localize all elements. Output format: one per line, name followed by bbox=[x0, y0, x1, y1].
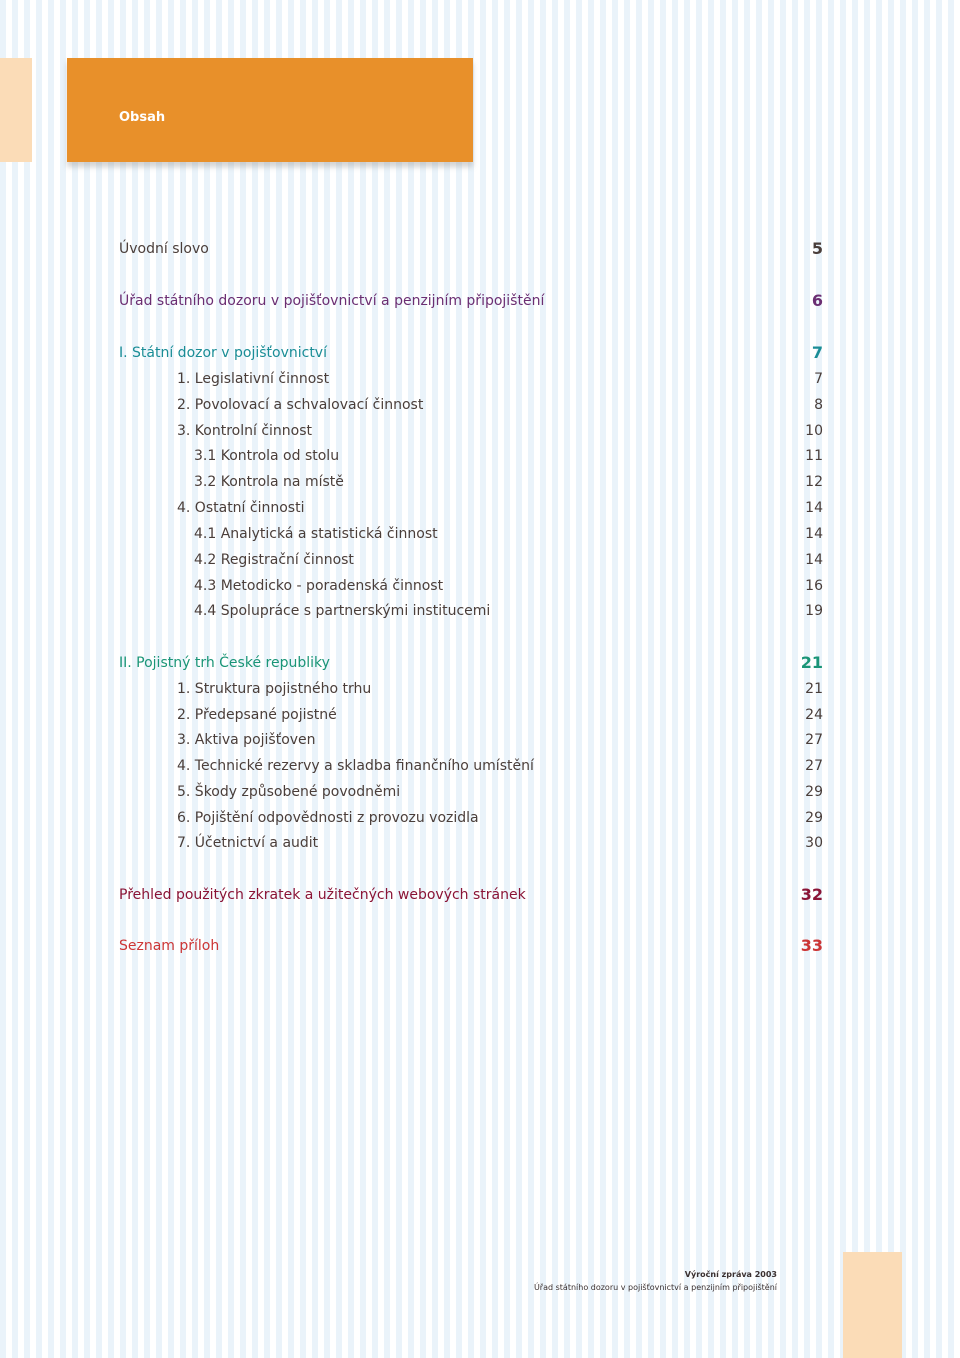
toc-subentry[interactable] bbox=[177, 678, 823, 700]
toc-label: Úvodní slovo bbox=[119, 241, 209, 257]
toc-label: 2. Předepsané pojistné bbox=[177, 707, 337, 723]
toc-subentry[interactable] bbox=[194, 549, 823, 571]
page-footer bbox=[534, 1268, 777, 1294]
toc-entry-section-2[interactable] bbox=[119, 652, 823, 674]
toc-subentry[interactable] bbox=[177, 729, 823, 751]
toc-subentry[interactable] bbox=[177, 420, 823, 442]
toc-entry-office[interactable] bbox=[119, 290, 823, 312]
toc-page-number: 27 bbox=[805, 732, 823, 748]
toc-label: I. Státní dozor v pojišťovnictví bbox=[119, 345, 327, 361]
toc-page-number: 7 bbox=[811, 343, 823, 362]
toc-label: 4.3 Metodicko - poradenská činnost bbox=[194, 578, 444, 594]
toc-page-number: 21 bbox=[805, 681, 823, 697]
toc-subentry[interactable] bbox=[177, 807, 823, 829]
toc-subentry[interactable] bbox=[177, 368, 823, 390]
toc-subentry[interactable] bbox=[194, 600, 823, 622]
toc-page-number: 30 bbox=[805, 835, 823, 851]
toc-label: 4. Ostatní činnosti bbox=[177, 500, 305, 516]
toc-subentry[interactable] bbox=[177, 755, 823, 777]
toc-label: 3.1 Kontrola od stolu bbox=[194, 448, 340, 464]
toc-label: 3.2 Kontrola na místě bbox=[194, 474, 344, 490]
footer-report-title: Výroční zpráva 2003 bbox=[684, 1270, 777, 1279]
toc-page-number: 7 bbox=[814, 371, 823, 387]
toc-page-number: 19 bbox=[805, 603, 823, 619]
toc-label: Přehled použitých zkratek a užitečných webových stránek bbox=[119, 887, 526, 903]
toc-label: 1. Struktura pojistného trhu bbox=[177, 681, 372, 697]
toc-page-number: 16 bbox=[805, 578, 823, 594]
toc-label: 4. Technické rezervy a skladba finančního umístění bbox=[177, 758, 534, 774]
left-accent-tab bbox=[0, 58, 32, 162]
toc-page-number: 24 bbox=[805, 707, 823, 723]
toc-entry-section-1[interactable] bbox=[119, 342, 823, 364]
toc-label: 4.4 Spolupráce s partnerskými institucemi bbox=[194, 603, 491, 619]
toc-page-number: 14 bbox=[805, 500, 823, 516]
toc-subentry[interactable] bbox=[177, 781, 823, 803]
toc-subentry[interactable] bbox=[194, 445, 823, 467]
toc-label: Úřad státního dozoru v pojišťovnictví a penzijním připojištění bbox=[119, 293, 545, 309]
toc-subentry[interactable] bbox=[194, 471, 823, 493]
toc-page-number: 12 bbox=[805, 474, 823, 490]
toc-label: 2. Povolovací a schvalovací činnost bbox=[177, 397, 424, 413]
page-title: Obsah bbox=[119, 110, 166, 125]
toc-label: 6. Pojištění odpovědnosti z provozu vozidla bbox=[177, 810, 479, 826]
toc-subentry[interactable] bbox=[194, 523, 823, 545]
footer-accent-block bbox=[843, 1252, 902, 1358]
toc-label: 1. Legislativní činnost bbox=[177, 371, 330, 387]
toc-label: 7. Účetnictví a audit bbox=[177, 835, 319, 851]
toc-page-number: 29 bbox=[805, 784, 823, 800]
toc-entry-intro[interactable] bbox=[119, 238, 823, 260]
toc-label: II. Pojistný trh České republiky bbox=[119, 655, 330, 671]
toc-page-number: 5 bbox=[811, 239, 823, 258]
toc-page-number: 10 bbox=[805, 423, 823, 439]
toc-subentry[interactable] bbox=[177, 497, 823, 519]
toc-label: 3. Kontrolní činnost bbox=[177, 423, 313, 439]
footer-organization: Úřad státního dozoru v pojišťovnictví a penzijním připojištění bbox=[533, 1283, 777, 1292]
toc-page-number: 14 bbox=[805, 552, 823, 568]
toc-label: Seznam příloh bbox=[119, 938, 220, 954]
toc-page-number: 14 bbox=[805, 526, 823, 542]
toc-label: 3. Aktiva pojišťoven bbox=[177, 732, 316, 748]
toc-label: 4.1 Analytická a statistická činnost bbox=[194, 526, 438, 542]
toc-page-number: 8 bbox=[814, 397, 823, 413]
toc-page-number: 21 bbox=[800, 653, 823, 672]
toc-entry-appendix[interactable] bbox=[119, 935, 823, 957]
toc-label: 5. Škody způsobené povodněmi bbox=[177, 784, 401, 800]
toc-subentry[interactable] bbox=[177, 394, 823, 416]
toc-subentry[interactable] bbox=[177, 832, 823, 854]
toc-subentry[interactable] bbox=[194, 575, 823, 597]
toc-subentry[interactable] bbox=[177, 704, 823, 726]
toc-label: 4.2 Registrační činnost bbox=[194, 552, 354, 568]
toc-page-number: 33 bbox=[800, 936, 823, 955]
toc-page-number: 27 bbox=[805, 758, 823, 774]
toc-page-number: 32 bbox=[800, 885, 823, 904]
toc-page-number: 6 bbox=[811, 291, 823, 310]
toc-page-number: 11 bbox=[805, 448, 823, 464]
header-banner bbox=[67, 58, 473, 162]
toc-entry-abbreviations[interactable] bbox=[119, 884, 823, 906]
toc-page-number: 29 bbox=[805, 810, 823, 826]
